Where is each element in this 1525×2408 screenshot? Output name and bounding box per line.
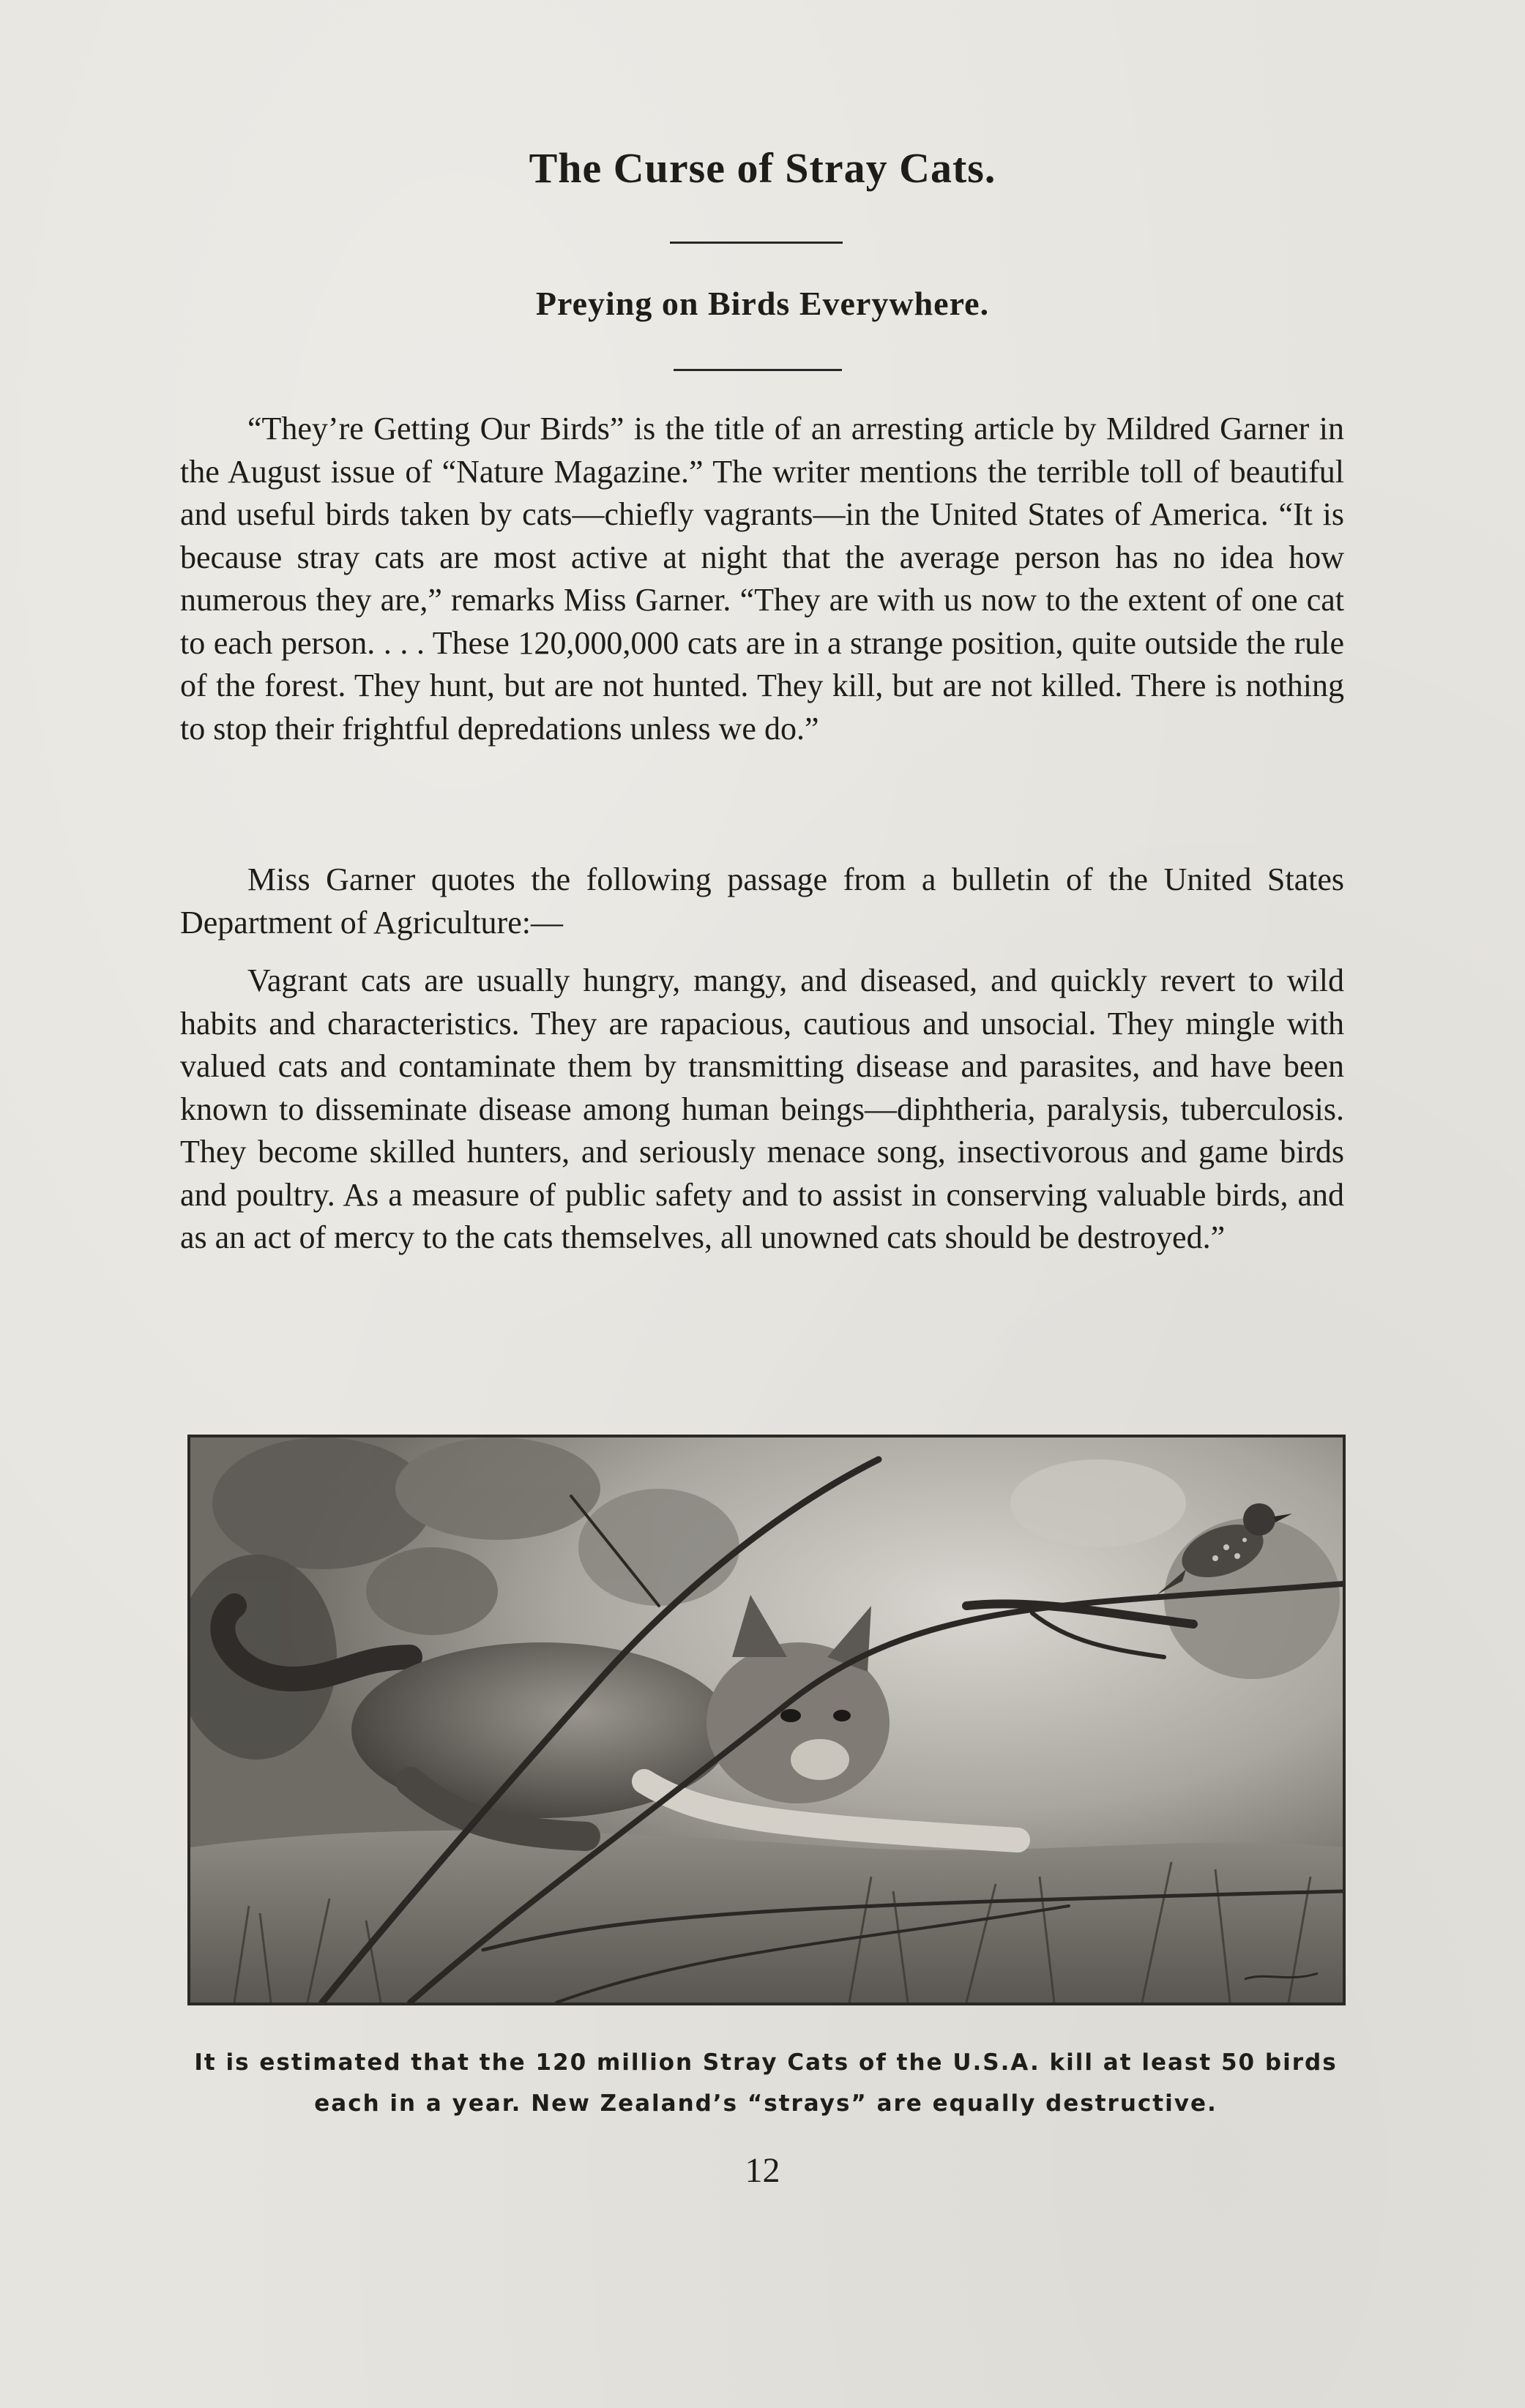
- subtitle-divider: [674, 369, 842, 371]
- paragraph-3-quoted-bulletin: Vagrant cats are usually hungry, mangy, and diseased, and quickly revert to wild habits and characteristics. They are rapacious, cautious and unsocial. They mingle with valued cats and contaminate them by transmitting disease and parasites, and have been known to disseminate disease among human beings—diphtheria, paralysis, tuberculosis. They become skilled hunters, and seriously menace song, insectivorous and game birds and poultry. As a measure of public safety and to assist in conserving valuable birds, and as an act of mercy to the cats themselves, all unowned cats should be destroyed.”: [180, 962, 1344, 1255]
- page-number: 12: [745, 2151, 780, 2190]
- illustration-cat-stalking-bird: [187, 1435, 1346, 2005]
- ground: [190, 1831, 1343, 2003]
- article-title: The Curse of Stray Cats.: [529, 144, 996, 192]
- illustration-drawing: [190, 1437, 1343, 2003]
- figure-caption: It is estimated that the 120 million Stray Cats of the U.S.A. kill at least 50 birds each in a year. New Zealand’s “strays” are equally destructive.: [194, 2049, 1338, 2117]
- paragraph-1: “They’re Getting Our Birds” is the title of an arresting article by Mildred Garner in the August issue of “Nature Magazine.” The writer mentions the terrible toll of beautiful and useful birds taken by cats—chiefly vagrants—in the United States of America. “It is because stray cats are most active at night that the average person has no idea how numerous they are,” remarks Miss Garner. “They are with us now to the extent of one cat to each person. . . . These 120,000,000 cats are in a strange position, quite outside the rule of the forest. They hunt, but are not hunted. They kill, but are not killed. There is nothing to stop their frightful depredations unless we do.”: [180, 411, 1344, 747]
- paragraph-2: Miss Garner quotes the following passage from a bulletin of the United States Department of Agriculture:—: [180, 861, 1344, 941]
- title-divider: [670, 242, 843, 244]
- article-subtitle: Preying on Birds Everywhere.: [535, 285, 990, 322]
